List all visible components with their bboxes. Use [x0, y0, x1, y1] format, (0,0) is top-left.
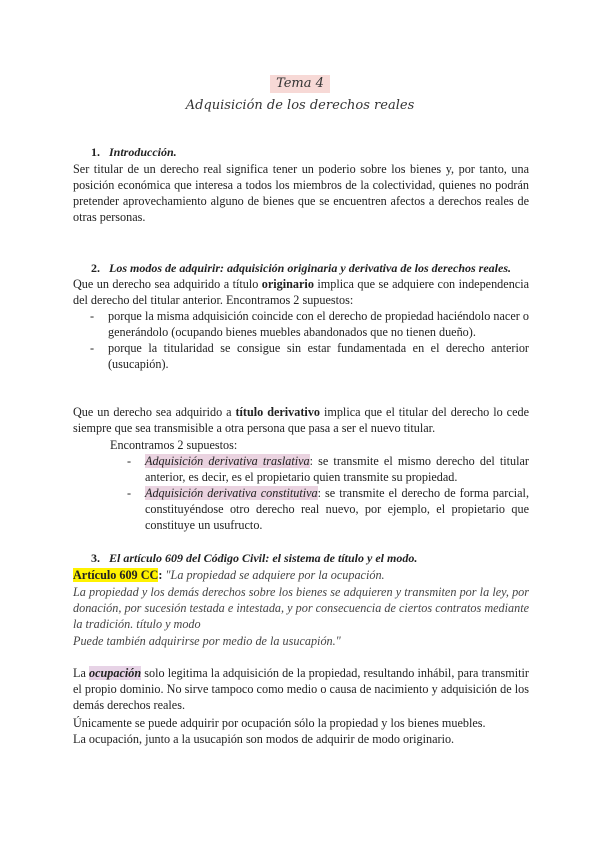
- section-2-p2-text-end: implica que el titular del derecho lo cede siempre que sea transmisible a otra persona que pasa a ser el nuevo titular.: [73, 405, 529, 435]
- section-3-number: 3.: [91, 551, 100, 565]
- section-2-p1-text: Que un derecho sea adquirido a título: [73, 277, 262, 291]
- section-2-heading: [91, 260, 531, 276]
- list-item-text: : se transmite el mismo derecho del titular anterior, es decir, es el propietario quien transmite su propiedad.: [145, 454, 529, 484]
- list-item: [127, 485, 529, 533]
- dash-bullet: -: [90, 309, 95, 323]
- derivativo-list: [127, 453, 529, 533]
- section-3-heading: [91, 550, 531, 566]
- section-2-p2-text: Que un derecho sea adquirido a: [73, 405, 236, 419]
- section-1-body: Ser titular de un derecho real significa tener un poderio sobre los bienes y, por tanto, una posición económica que interesa a todos los miembros de la colectividad, quienes no podrán pretender aprovechamiento alguno de bienes que se encuentren afectos a derechos reales de otras personas.: [73, 162, 529, 224]
- list-item: [90, 308, 529, 340]
- section-3-paragraph-2: Únicamente se puede adquirir por ocupación sólo la propiedad y los bienes muebles.: [73, 716, 486, 730]
- topic-label: Tema 4: [270, 75, 330, 93]
- dash-bullet: -: [127, 454, 132, 468]
- section-2-title: Los modos de adquirir: adquisición originaria y derivativa de los derechos reales.: [109, 261, 511, 275]
- topic-title: [0, 72, 600, 93]
- article-label: Artículo 609 CC: [73, 568, 159, 582]
- list-item-text: porque la titularidad se consigue sin estar fundamentada en el derecho anterior (usucapión).: [108, 341, 529, 371]
- list-item-text: : se transmite el derecho de forma parcial, constituyéndose otro derecho real nuevo, por ejemplo, el propietario que constituye un usufructo.: [145, 486, 529, 532]
- originario-list: [90, 308, 529, 372]
- section-3-title: El artículo 609 del Código Civil: el sistema de título y el modo.: [109, 551, 418, 565]
- document-subtitle: Adquisición de los derechos reales: [185, 98, 415, 113]
- list-item-text: porque la misma adquisición coincide con el derecho de propiedad haciéndolo nacer o generándolo (ocupando bienes muebles abandonados que no tienen dueño).: [108, 309, 529, 339]
- article-quote-line-3: Puede también adquirirse por medio de la usucapión.": [73, 634, 341, 648]
- section-3-paragraph-3: La ocupación, junto a la usucapión son modos de adquirir de modo originario.: [73, 732, 455, 746]
- section-3-p1-text: La: [73, 666, 89, 680]
- section-1-heading: [91, 144, 531, 160]
- section-3-p1-text-end: solo legitima la adquisición de la propiedad, resultando inhábil, para transmitir el propio dominio. No sirve tampoco como medio o causa de nacimiento y adquisición de los demás derechos reales.: [73, 666, 529, 712]
- section-2-number: 2.: [91, 261, 100, 275]
- section-1-number: 1.: [91, 145, 100, 159]
- ocupacion-term: ocupación: [89, 666, 142, 680]
- article-quote-line-2: La propiedad y los demás derechos sobre los bienes se adquieren y transmiten por la ley, por donación, por sucesión testada e intestada, y por consecuencia de ciertos contratos mediante la tradición. título y modo: [73, 585, 529, 631]
- section-2-paragraph-2: [73, 404, 529, 436]
- constitutiva-term: Adquisición derivativa constitutiva: [145, 486, 318, 500]
- article-609-line: [73, 567, 529, 583]
- dash-bullet: -: [90, 341, 95, 355]
- section-2-paragraph-3: Encontramos 2 supuestos:: [110, 438, 238, 452]
- section-3-paragraph-1: [73, 665, 529, 713]
- section-2-paragraph-1: [73, 276, 529, 308]
- dash-bullet: -: [127, 486, 132, 500]
- article-colon: :: [158, 568, 163, 582]
- section-1-title: Introducción.: [109, 145, 177, 159]
- traslativa-term: Adquisición derivativa traslativa: [145, 454, 310, 468]
- list-item: [90, 340, 529, 372]
- titulo-derivativo-term: título derivativo: [235, 405, 321, 419]
- originario-term: originario: [261, 277, 314, 291]
- section-2-p1-text-end: implica que se adquiere con independencia del derecho del titular anterior. Encontramos 2 supuestos:: [73, 277, 529, 307]
- article-quote-line-1: "La propiedad se adquiere por la ocupación.: [162, 568, 385, 582]
- list-item: [127, 453, 529, 485]
